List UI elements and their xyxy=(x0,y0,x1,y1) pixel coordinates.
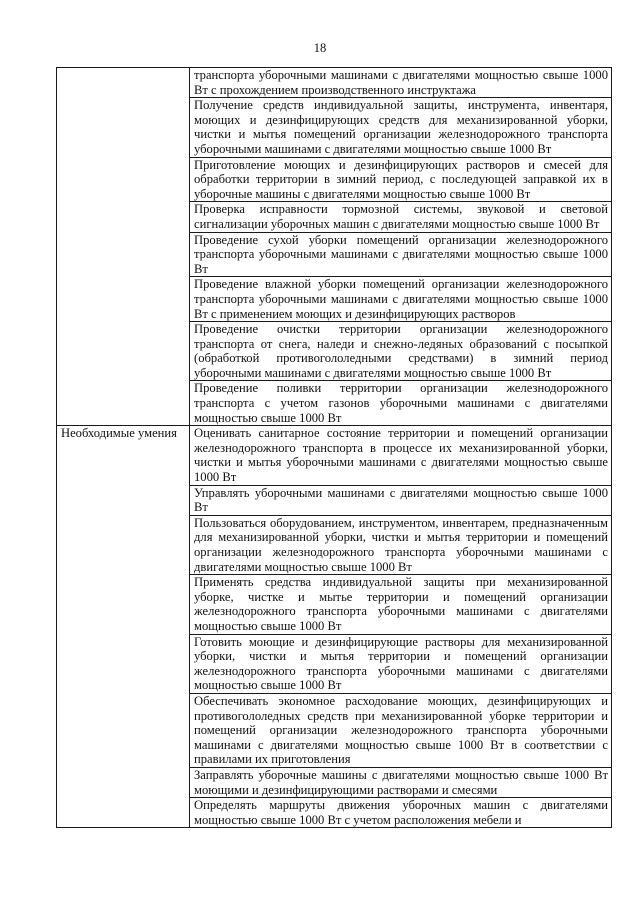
table-cell: Получение средств индивидуальной защиты, инструмента, инвентаря, моющих и дезинфицирующих средств для механизированной уборки, чистки и мытья помещений организации железнодорожного транспорта уборочными машинами с двигателями мощностью свыше 1000 Вт xyxy=(190,98,612,157)
table-cell: Проведение сухой уборки помещений организации железнодорожного транспорта уборочными машинами с двигателями мощностью свыше 1000 Вт xyxy=(190,232,612,277)
table-cell: Проведение поливки территории организации железнодорожного транспорта с учетом газонов уборочными машинами с двигателями мощностью свыше 1000 Вт xyxy=(190,381,612,426)
table-row xyxy=(57,426,612,485)
table-cell: Готовить моющие и дезинфицирующие растворы для механизированной уборки, чистки и мытья территории и помещений организации железнодорожного транспорта уборочными машинами с двигателями мощностью свыше 1000 Вт xyxy=(190,634,612,693)
section-label-cell xyxy=(57,426,190,828)
table-cell: Приготовление моющих и дезинфицирующих растворов и смесей для обработки территории в зимний период, с последующей заправкой их в уборочные машины с двигателями мощностью свыше 1000 Вт xyxy=(190,157,612,202)
section-label: Необходимые умения xyxy=(61,426,177,441)
table-cell: Проведение влажной уборки помещений организации железнодорожного транспорта уборочными машинами с двигателями мощностью свыше 1000 Вт с применением моющих и дезинфицирующих растворов xyxy=(190,277,612,322)
table-cell: Оценивать санитарное состояние территории и помещений организации железнодорожного транспорта в процессе их механизированной уборки, чистки и мытья уборочными машинами с двигателями мощностью свыше 1000 Вт xyxy=(190,426,612,485)
table-row xyxy=(57,68,612,98)
requirements-table xyxy=(56,67,612,828)
table-cell: Определять маршруты движения уборочных машин с двигателями мощностью свыше 1000 Вт с учетом расположения мебели и xyxy=(190,798,612,828)
table-cell: Проверка исправности тормозной системы, звуковой и световой сигнализации уборочных машин с двигателями мощностью свыше 1000 Вт xyxy=(190,202,612,232)
page-number: 18 xyxy=(313,41,327,55)
table-cell: Проведение очистки территории организации железнодорожного транспорта от снега, наледи и снежно-ледяных образований с посыпкой (обработкой противогололедными средствами) в зимний период уборочными машинами с двигателями мощностью свыше 1000 Вт xyxy=(190,322,612,381)
section-label-cell xyxy=(57,68,190,426)
table-cell: Заправлять уборочные машины с двигателями мощностью свыше 1000 Вт моющими и дезинфицирующими растворами и смесями xyxy=(190,767,612,797)
table-cell: Применять средства индивидуальной защиты при механизированной уборке, чистке и мытье территории и помещений организации железнодорожного транспорта уборочными машинами с двигателями мощностью свыше 1000 Вт xyxy=(190,575,612,634)
table-cell: транспорта уборочными машинами с двигателями мощностью свыше 1000 Вт с прохождением производственного инструктажа xyxy=(190,68,612,98)
table-cell: Пользоваться оборудованием, инструментом, инвентарем, предназначенным для механизированной уборки, чистки и мытья территории и помещений организации железнодорожного транспорта уборочными машинами с двигателями мощностью свыше 1000 Вт xyxy=(190,515,612,574)
table-cell: Управлять уборочными машинами с двигателями мощностью свыше 1000 Вт xyxy=(190,485,612,515)
table-cell: Обеспечивать экономное расходование моющих, дезинфицирующих и противогололедных средств при механизированной уборке территории и помещений организации железнодорожного транспорта уборочными машинами с двигателями мощностью свыше 1000 Вт в соответствии с правилами их приготовления xyxy=(190,693,612,767)
